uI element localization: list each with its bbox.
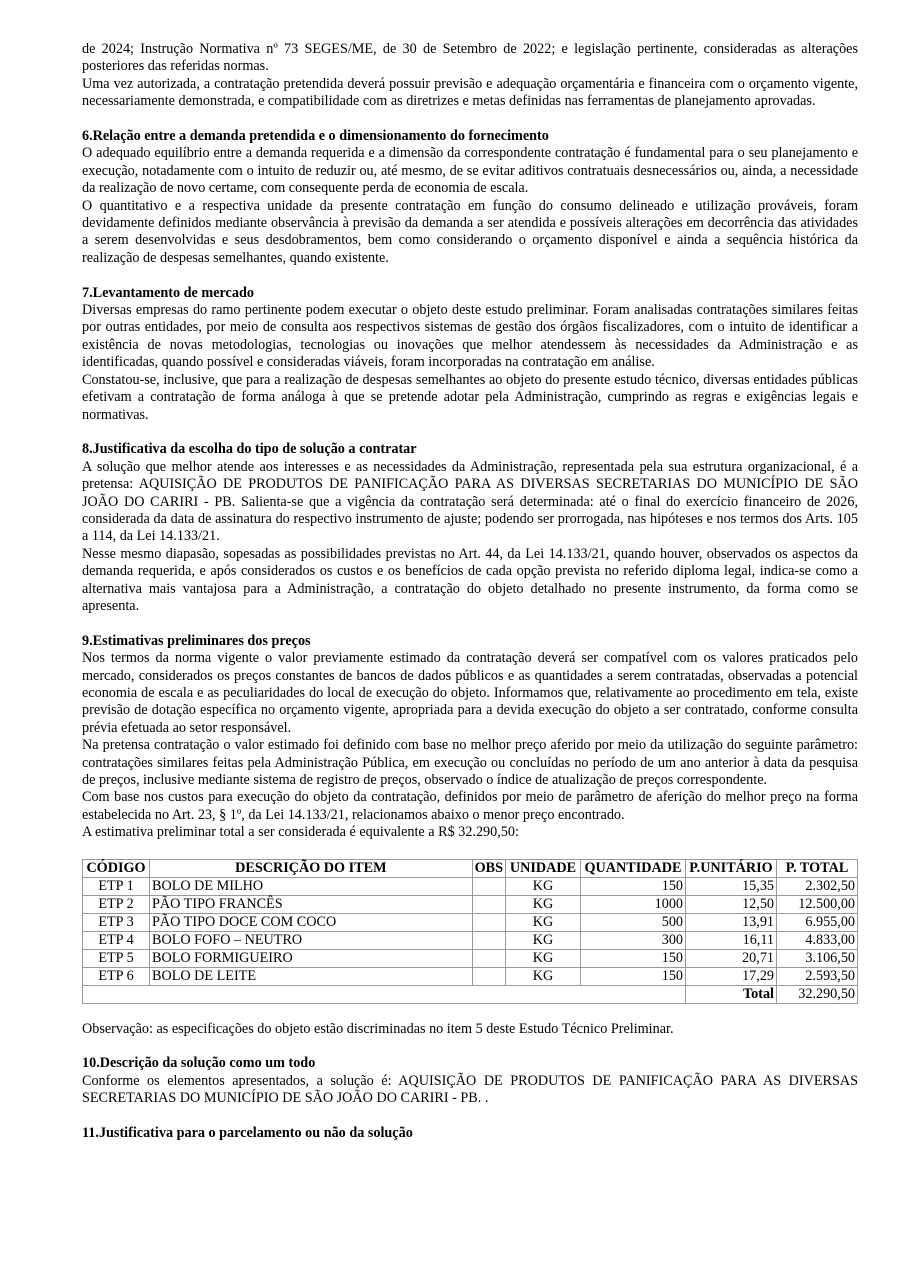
total-label: Total — [686, 985, 777, 1003]
section-heading: 8.Justificativa da escolha do tipo de solução a contratar — [82, 441, 417, 458]
cell-unidade: KG — [506, 877, 581, 895]
paragraph: A solução que melhor atende aos interesses e as necessidades da Administração, representada pela sua estrutura organizacional, é a pretensa: AQUISIÇÃO DE PRODUTOS DE PANIFICAÇÃO PARA AS DIVERSAS SECRETARIAS DO MUNICÍPIO DE SÃO JOÃO DO CARIRI - PB. Salienta-se que a vigência da contratação será determinada: até o final do exercício financeiro de 2026, considerada da data de assinatura do respectivo instrumento de ajuste; podendo ser prorrogada, nas hipóteses e nos termos dos Arts. 105 a 114, da Lei 14.133/21. — [82, 458, 858, 545]
cell-unitario: 16,11 — [686, 931, 777, 949]
cell-obs — [472, 931, 505, 949]
paragraph: Na pretensa contratação o valor estimado foi definido com base no melhor preço aferido por meio da utilização do seguinte parâmetro: contratações similares feitas pela Administração Pública, em execução ou concluídas no período de um ano anterior à data da pesquisa de preços, inclusive mediante sistema de registro de preços, observado o índice de atualização de preços correspondente. — [82, 737, 858, 788]
cell-unitario: 20,71 — [686, 949, 777, 967]
section-heading: 11.Justificativa para o parcelamento ou não da solução — [82, 1125, 413, 1142]
table-row — [83, 931, 858, 949]
observation-note: Observação: as especificações do objeto estão discriminadas no item 5 deste Estudo Técnico Preliminar. — [82, 1020, 674, 1037]
cell-descricao: BOLO DE MILHO — [150, 877, 473, 895]
cell-unitario: 13,91 — [686, 913, 777, 931]
cell-codigo: ETP 5 — [83, 949, 150, 967]
paragraph: A estimativa preliminar total a ser considerada é equivalente a R$ 32.290,50: — [82, 824, 519, 841]
cell-codigo: ETP 1 — [83, 877, 150, 895]
cell-obs — [472, 877, 505, 895]
cell-descricao: BOLO FORMIGUEIRO — [150, 949, 473, 967]
cell-descricao: PÃO TIPO DOCE COM COCO — [150, 913, 473, 931]
section-heading: 9.Estimativas preliminares dos preços — [82, 632, 311, 649]
cell-total: 12.500,00 — [777, 895, 858, 913]
header-descricao: DESCRIÇÃO DO ITEM — [150, 859, 473, 877]
paragraph: Nos termos da norma vigente o valor previamente estimado da contratação deverá ser compatível com os valores praticados pelo mercado, considerados os preços constantes de bancos de dados públicos e as quantidades a serem contratadas, observadas a potencial economia de escala e as peculiaridades do local de execução do objeto. Informamos que, relativamente ao procedimento em tela, existe previsão de dotação específica no orçamento vigente, apropriada para a devida execução do objeto a ser contratado, conforme consulta prévia efetuada ao setor responsável. — [82, 650, 858, 736]
section-heading: 6.Relação entre a demanda pretendida e o dimensionamento do fornecimento — [82, 128, 549, 145]
paragraph: Constatou-se, inclusive, que para a realização de despesas semelhantes ao objeto do presente estudo técnico, diversas entidades públicas efetivam a contratação de forma análoga à que se pretende adotar pela Administração, cumprindo as regras e exigências legais e normativas. — [82, 371, 858, 423]
cell-codigo: ETP 6 — [83, 967, 150, 985]
header-quantidade: QUANTIDADE — [581, 859, 686, 877]
cell-unidade: KG — [506, 967, 581, 985]
section-heading: 10.Descrição da solução como um todo — [82, 1055, 316, 1072]
cell-quantidade: 150 — [581, 949, 686, 967]
cell-quantidade: 500 — [581, 913, 686, 931]
header-unitario: P.UNITÁRIO — [686, 859, 777, 877]
cell-obs — [472, 895, 505, 913]
cell-total: 2.593,50 — [777, 967, 858, 985]
price-table — [82, 859, 858, 1004]
cell-quantidade: 1000 — [581, 895, 686, 913]
cell-total: 4.833,00 — [777, 931, 858, 949]
cell-unitario: 17,29 — [686, 967, 777, 985]
header-codigo: CÓDIGO — [83, 859, 150, 877]
cell-obs — [472, 967, 505, 985]
cell-obs — [472, 949, 505, 967]
cell-codigo: ETP 4 — [83, 931, 150, 949]
paragraph: Diversas empresas do ramo pertinente podem executar o objeto deste estudo preliminar. Foram analisadas contratações similares feitas por outras entidades, por meio de consulta aos respectivos sistemas de gestão dos órgãos fiscalizadores, com o intuito de identificar a existência de novas metodologias, tecnologias ou inovações que melhor atendessem às necessidades da Administração e as identificadas, quando possível e consideradas viáveis, foram incorporadas na contratação em análise. — [82, 302, 858, 371]
cell-unidade: KG — [506, 949, 581, 967]
cell-codigo: ETP 2 — [83, 895, 150, 913]
paragraph: O quantitativo e a respectiva unidade da presente contratação em função do consumo delineado e utilização prováveis, foram devidamente definidos mediante observância à previsão da demanda a ser atendida e possíveis alterações em decorrência das atividades a serem desenvolvidas e seus desdobramentos, bem como considerando o orçamento disponível e ainda a sequência histórica da realização de despesas semelhantes, quando existente. — [82, 197, 858, 266]
table-row — [83, 913, 858, 931]
table-row — [83, 967, 858, 985]
paragraph: O adequado equilíbrio entre a demanda requerida e a dimensão da correspondente contratação é fundamental para o seu planejamento e execução, notadamente com o intuito de reduzir ou, até mesmo, de se evitar aditivos contratuais desnecessários ou, ainda, a necessidade da realização de novo certame, com consequente perda de economia de escala. — [82, 145, 858, 197]
document-page — [82, 41, 858, 1142]
cell-descricao: PÃO TIPO FRANCÊS — [150, 895, 473, 913]
cell-unitario: 15,35 — [686, 877, 777, 895]
table-total-row — [83, 985, 858, 1003]
header-unidade: UNIDADE — [506, 859, 581, 877]
cell-quantidade: 150 — [581, 967, 686, 985]
cell-unidade: KG — [506, 913, 581, 931]
header-total: P. TOTAL — [777, 859, 858, 877]
paragraph: de 2024; Instrução Normativa nº 73 SEGES/ME, de 30 de Setembro de 2022; e legislação pertinente, consideradas as alterações posteriores das referidas normas. — [82, 41, 858, 75]
cell-obs — [472, 913, 505, 931]
paragraph: Com base nos custos para execução do objeto da contratação, definidos por meio de parâmetro de aferição do melhor preço na forma estabelecida no Art. 23, § 1º, da Lei 14.133/21, relacionamos abaixo o menor preço encontrado. — [82, 789, 858, 823]
cell-descricao: BOLO FOFO – NEUTRO — [150, 931, 473, 949]
table-row — [83, 949, 858, 967]
cell-descricao: BOLO DE LEITE — [150, 967, 473, 985]
cell-codigo: ETP 3 — [83, 913, 150, 931]
table-header-row — [83, 859, 858, 877]
cell-quantidade: 150 — [581, 877, 686, 895]
cell-total: 3.106,50 — [777, 949, 858, 967]
total-value: 32.290,50 — [777, 985, 858, 1003]
cell-total: 6.955,00 — [777, 913, 858, 931]
paragraph: Conforme os elementos apresentados, a solução é: AQUISIÇÃO DE PRODUTOS DE PANIFICAÇÃO PARA AS DIVERSAS SECRETARIAS DO MUNICÍPIO DE SÃO JOÃO DO CARIRI - PB. . — [82, 1072, 858, 1107]
cell-unidade: KG — [506, 931, 581, 949]
cell-total: 2.302,50 — [777, 877, 858, 895]
table-row — [83, 895, 858, 913]
table-row — [83, 877, 858, 895]
paragraph: Uma vez autorizada, a contratação pretendida deverá possuir previsão e adequação orçamentária e financeira com o orçamento vigente, necessariamente demonstrada, e compatibilidade com as diretrizes e metas definidas nas ferramentas de planejamento aprovadas. — [82, 75, 858, 110]
header-obs: OBS — [472, 859, 505, 877]
cell-unitario: 12,50 — [686, 895, 777, 913]
paragraph: Nesse mesmo diapasão, sopesadas as possibilidades previstas no Art. 44, da Lei 14.133/21, quando houver, observados os aspectos da demanda requerida, e após considerados os custos e os benefícios de cada opção prevista no referido diploma legal, indica-se como a alternativa mais vantajosa para a Administração, a contratação do objeto detalhado no presente instrumento, da forma como se apresenta. — [82, 545, 858, 614]
section-heading: 7.Levantamento de mercado — [82, 284, 254, 301]
cell-unidade: KG — [506, 895, 581, 913]
cell-quantidade: 300 — [581, 931, 686, 949]
